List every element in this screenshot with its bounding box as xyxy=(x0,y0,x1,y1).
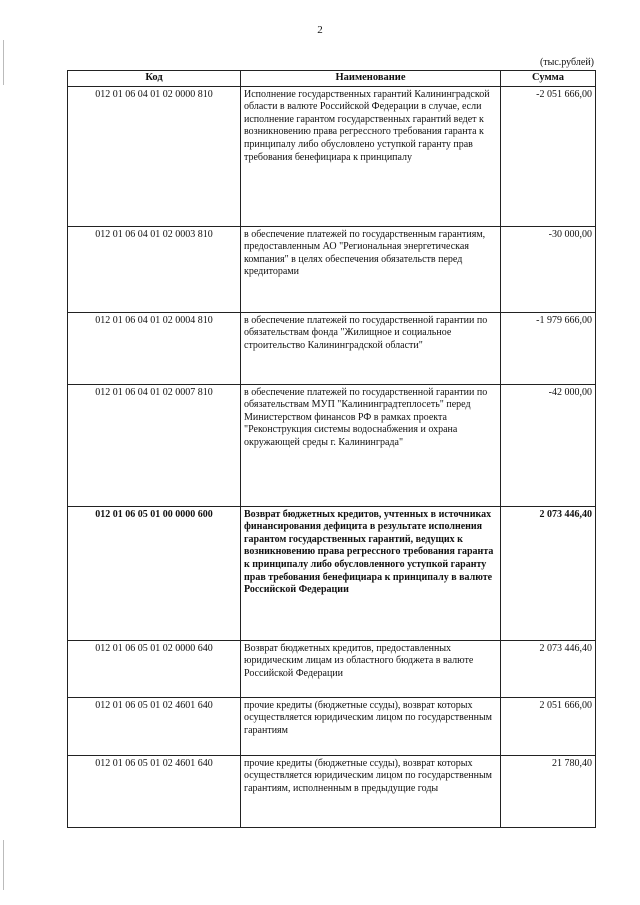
table-row xyxy=(68,697,596,755)
table-row xyxy=(68,755,596,827)
row-sum: 2 073 446,40 xyxy=(501,506,596,640)
row-code: 012 01 06 05 01 00 0000 600 xyxy=(68,506,241,640)
row-name: прочие кредиты (бюджетные ссуды), возврат которых осуществляется юридическим лицом по государственным гарантиям, исполненным в предыдущие годы xyxy=(241,755,501,827)
row-sum: 21 780,40 xyxy=(501,755,596,827)
row-name: в обеспечение платежей по государственным гарантиям, предоставленным АО "Региональная энергетическая компания" в целях обеспечения обязательств перед кредиторами xyxy=(241,226,501,312)
header-sum: Сумма xyxy=(501,71,596,87)
table-row xyxy=(68,312,596,384)
row-sum: -42 000,00 xyxy=(501,384,596,506)
scan-margin-mark xyxy=(3,40,4,85)
row-name: прочие кредиты (бюджетные ссуды), возврат которых осуществляется юридическим лицом по государственным гарантиям xyxy=(241,697,501,755)
table-row xyxy=(68,86,596,226)
page-number: 2 xyxy=(317,24,323,36)
header-name: Наименование xyxy=(241,71,501,87)
row-name: Возврат бюджетных кредитов, учтенных в источниках финансирования дефицита в результате исполнения гарантом государственных гарантий, ведущих к возникновению права регрессного требования гаранта к принципалу либо обусловленного уступкой гаранту прав требования бенефициара к принципалу в валюте Российской Федерации xyxy=(241,506,501,640)
row-code: 012 01 06 04 01 02 0000 810 xyxy=(68,86,241,226)
scan-margin-mark xyxy=(3,840,4,890)
row-name: в обеспечение платежей по государственной гарантии по обязательствам МУП "Калининградтеплосеть" перед Министерством финансов РФ в рамках проекта "Реконструкция системы водоснабжения и охрана окружающей среды г. Калининграда" xyxy=(241,384,501,506)
table-header-row xyxy=(68,71,596,87)
row-sum: 2 073 446,40 xyxy=(501,640,596,697)
row-sum: -30 000,00 xyxy=(501,226,596,312)
row-sum: -1 979 666,00 xyxy=(501,312,596,384)
table-row xyxy=(68,384,596,506)
row-name: Исполнение государственных гарантий Калининградской области в валюте Российской Федерации в случае, если исполнение гарантом государственных гарантий ведет к возникновению права регрессного требования гаранта к принципалу либо обусловлено уступкой гаранту прав требования бенефициара к принципалу xyxy=(241,86,501,226)
row-code: 012 01 06 04 01 02 0004 810 xyxy=(68,312,241,384)
row-name: в обеспечение платежей по государственной гарантии по обязательствам фонда "Жилищное и социальное строительство Калининградской области" xyxy=(241,312,501,384)
row-name: Возврат бюджетных кредитов, предоставленных юридическим лицам из областного бюджета в валюте Российской Федерации xyxy=(241,640,501,697)
row-code: 012 01 06 04 01 02 0007 810 xyxy=(68,384,241,506)
units-label: (тыс.рублей) xyxy=(539,57,594,68)
row-code: 012 01 06 05 01 02 0000 640 xyxy=(68,640,241,697)
budget-table xyxy=(67,70,596,828)
header-code: Код xyxy=(68,71,241,87)
row-code: 012 01 06 05 01 02 4601 640 xyxy=(68,755,241,827)
table-row xyxy=(68,226,596,312)
row-code: 012 01 06 04 01 02 0003 810 xyxy=(68,226,241,312)
row-sum: 2 051 666,00 xyxy=(501,697,596,755)
table-row xyxy=(68,506,596,640)
row-sum: -2 051 666,00 xyxy=(501,86,596,226)
table-row xyxy=(68,640,596,697)
row-code: 012 01 06 05 01 02 4601 640 xyxy=(68,697,241,755)
